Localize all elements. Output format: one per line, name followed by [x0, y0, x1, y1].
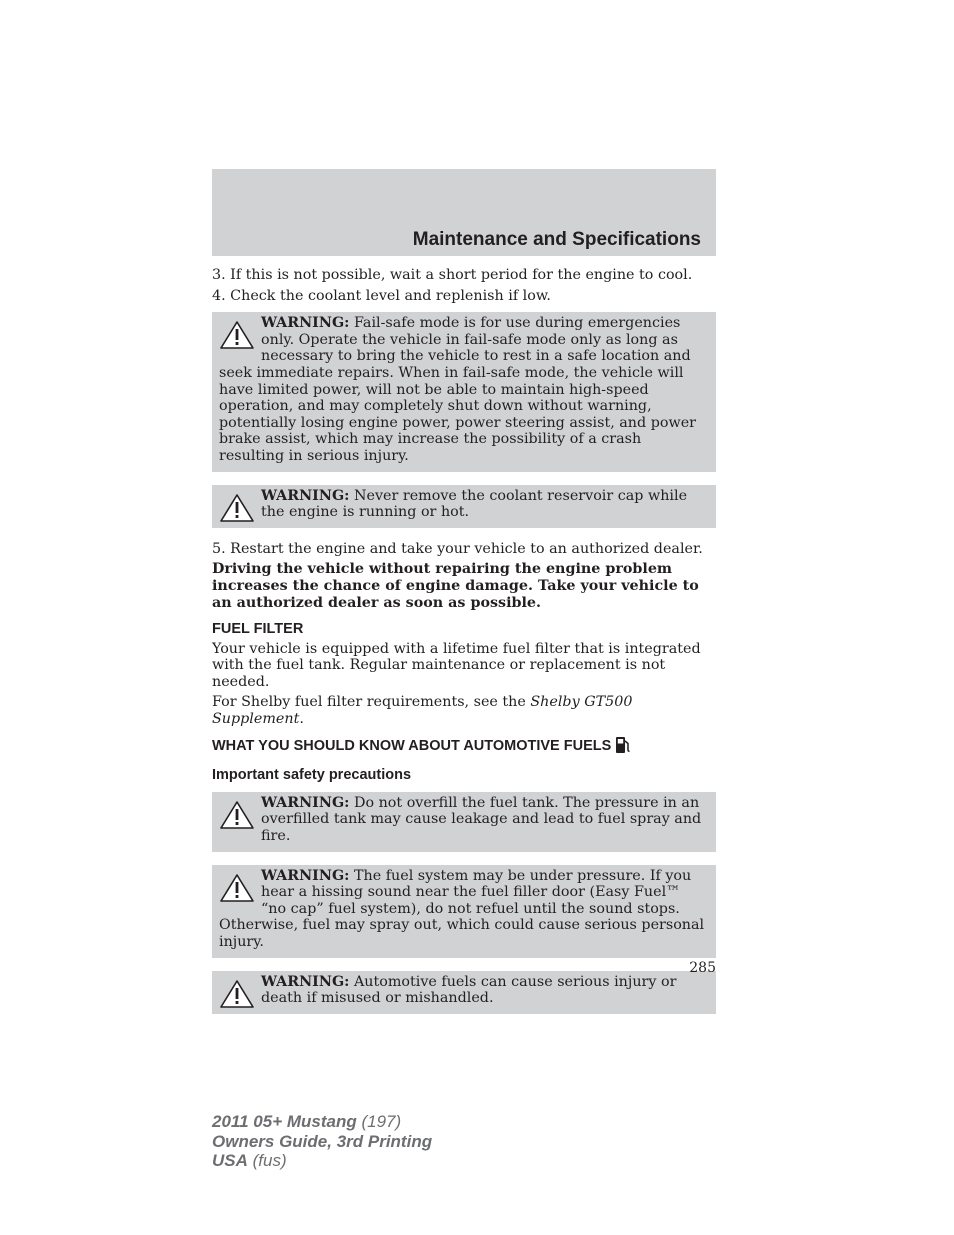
warning-label: WARNING: — [261, 867, 350, 884]
step-4: 4. Check the coolant level and replenish if low. — [212, 287, 551, 304]
warning-box-pressure — [212, 865, 716, 958]
warning-box-automotive-fuels — [212, 971, 716, 1014]
shelby-period: . — [299, 711, 304, 728]
warning-text: Automotive fuels can cause serious injury or death if misused or mishandled. — [261, 973, 677, 1007]
warning-triangle-icon — [219, 493, 255, 523]
section-title: Maintenance and Specifications — [412, 229, 701, 250]
warning-box-overfill — [212, 792, 716, 852]
footer-market: USA — [212, 1151, 248, 1170]
fuel-pump-icon — [615, 736, 631, 754]
warning-text: Do not overfill the fuel tank. The pressure in an overfilled tank may cause leakage and lead to fuel spray and fire. — [261, 794, 702, 845]
automotive-fuels-heading-text: WHAT YOU SHOULD KNOW ABOUT AUTOMOTIVE FUELS — [212, 737, 612, 754]
document-footer — [212, 1112, 432, 1171]
safety-precautions-subheading: Important safety precautions — [212, 767, 412, 784]
step-5: 5. Restart the engine and take your vehicle to an authorized dealer. — [212, 540, 703, 557]
warning-triangle-icon — [219, 800, 255, 830]
shelby-supplement-title: Shelby GT500 Supplement — [212, 694, 633, 728]
footer-market-code: (fus) — [247, 1151, 287, 1170]
shelby-text: For Shelby fuel filter requirements, see the — [212, 694, 531, 711]
warning-label: WARNING: — [261, 487, 350, 504]
step-3: 3. If this is not possible, wait a short period for the engine to cool. — [212, 267, 693, 283]
warning-text: The fuel system may be under pressure. If you hear a hissing sound near the fuel filler door (Easy Fuel™ “no cap” fuel system), do not refuel until the sound stops. Otherwise, fuel may spray out, which could cause serious personal injury. — [219, 867, 705, 950]
section-header-band — [212, 169, 716, 256]
warning-label: WARNING: — [261, 973, 350, 990]
shelby-paragraph — [212, 694, 716, 727]
warning-triangle-icon — [219, 979, 255, 1009]
warning-box-coolant-cap — [212, 485, 716, 528]
footer-model: 2011 05+ Mustang — [212, 1112, 357, 1131]
warning-box-failsafe — [212, 312, 716, 471]
footer-line-model — [212, 1112, 432, 1132]
fuel-filter-heading: FUEL FILTER — [212, 621, 304, 638]
warning-text: Fail-safe mode is for use during emergencies only. Operate the vehicle in fail-safe mode only as long as necessary to bring the vehicle to rest in a safe location and seek immediate repairs. When in fail-safe mode, the vehicle will have limited power, will not be able to maintain high-speed operation, and may completely shut down without warning, potentially losing engine power, power steering assist, and power brake assist, which may increase the possibility of a crash resulting in serious injury. — [219, 315, 697, 464]
footer-model-code: (197) — [356, 1112, 402, 1131]
warning-triangle-icon — [219, 873, 255, 903]
page-number: 285 — [689, 960, 716, 976]
automotive-fuels-heading — [212, 736, 716, 755]
engine-damage-notice: Driving the vehicle without repairing the engine problem increases the chance of engine damage. Take your vehicle to an authorized dealer as soon as possible. — [212, 561, 699, 611]
footer-guide: Owners Guide, 3rd Printing — [212, 1131, 433, 1151]
footer-line-market — [212, 1151, 432, 1171]
warning-text: Never remove the coolant reservoir cap while the engine is running or hot. — [261, 487, 688, 521]
fuel-filter-paragraph: Your vehicle is equipped with a lifetime fuel filter that is integrated with the fuel tank. Regular maintenance or replacement is not needed. — [212, 640, 701, 690]
footer-line-guide — [212, 1132, 432, 1152]
page-content — [212, 267, 716, 1027]
warning-label: WARNING: — [261, 315, 350, 332]
warning-label: WARNING: — [261, 794, 350, 811]
warning-triangle-icon — [219, 320, 255, 350]
